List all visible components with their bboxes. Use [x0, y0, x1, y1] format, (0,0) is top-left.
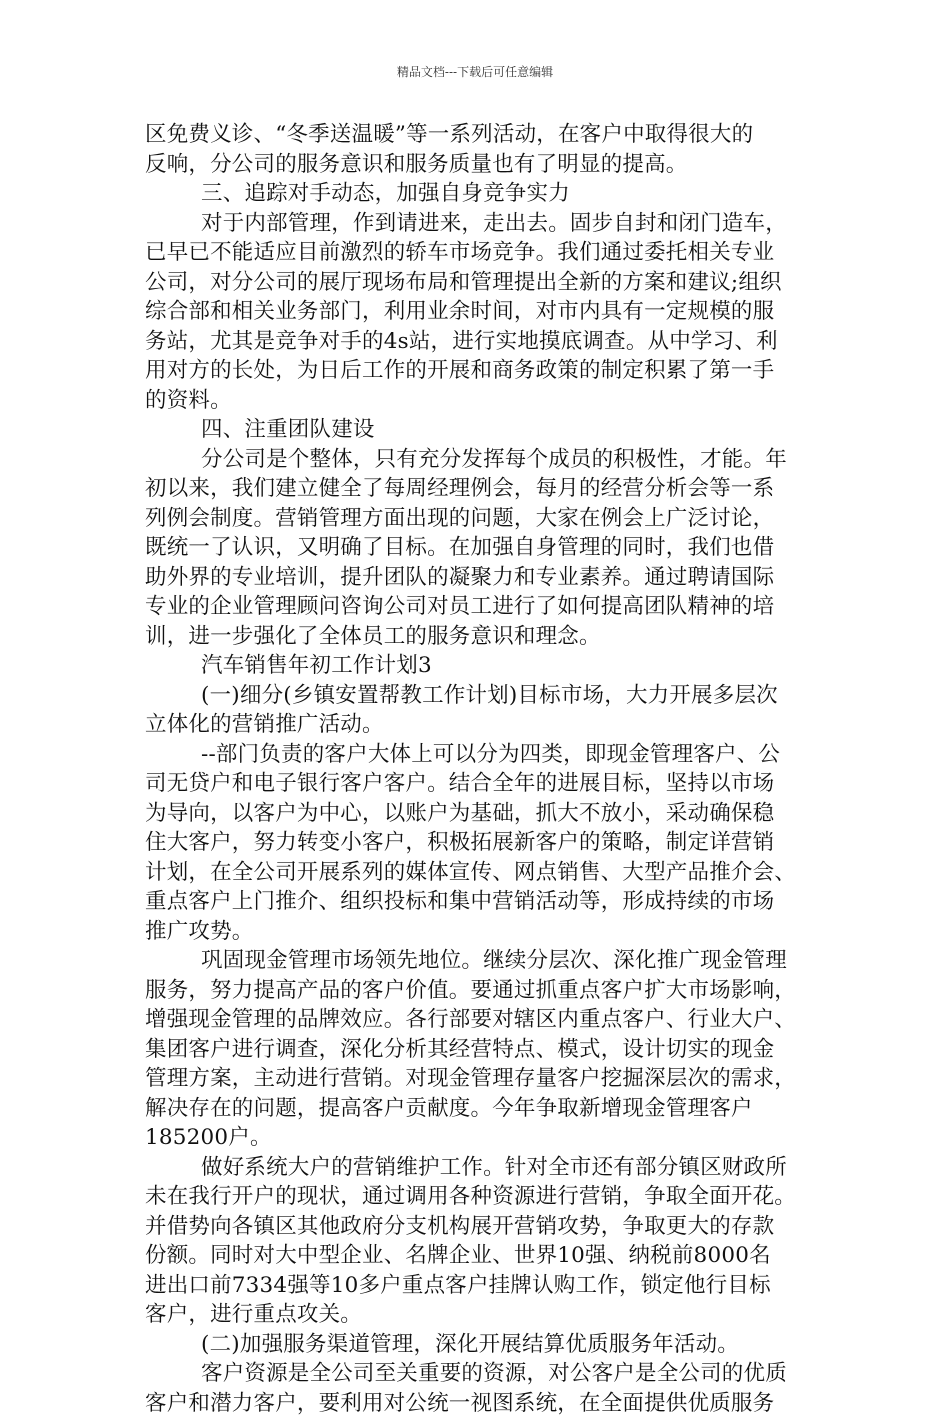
text-line: 综合部和相关业务部门，利用业余时间，对市内具有一定规模的服 — [145, 297, 810, 327]
text-line: 份额。同时对大中型企业、名牌企业、世界10强、纳税前8000名 — [145, 1241, 810, 1271]
text-line: 住大客户，努力转变小客户，积极拓展新客户的策略，制定详营销 — [145, 828, 810, 858]
document-body — [145, 120, 810, 1418]
text-line: 客户，进行重点攻关。 — [145, 1300, 810, 1330]
text-line: 公司，对分公司的展厅现场布局和管理提出全新的方案和建议;组织 — [145, 268, 810, 298]
text-line: 助外界的专业培训，提升团队的凝聚力和专业素养。通过聘请国际 — [145, 563, 810, 593]
text-line: 司无贷户和电子银行客户客户。结合全年的进展目标，坚持以市场 — [145, 769, 810, 799]
text-line: 的资料。 — [145, 386, 810, 416]
text-line: 既统一了认识，又明确了目标。在加强自身管理的同时，我们也借 — [145, 533, 810, 563]
text-line: 计划，在全公司开展系列的媒体宣传、网点销售、大型产品推介会、 — [145, 858, 810, 888]
text-line: 增强现金管理的品牌效应。各行部要对辖区内重点客户、行业大户、 — [145, 1005, 810, 1035]
text-line: 推广攻势。 — [145, 917, 810, 947]
text-line: 巩固现金管理市场领先地位。继续分层次、深化推广现金管理 — [145, 946, 810, 976]
text-line: 用对方的长处，为日后工作的开展和商务政策的制定积累了第一手 — [145, 356, 810, 386]
text-line: 做好系统大户的营销维护工作。针对全市还有部分镇区财政所 — [145, 1153, 810, 1183]
text-line: 对于内部管理，作到请进来，走出去。固步自封和闭门造车， — [145, 209, 810, 239]
text-line: 服务，努力提高产品的客户价值。要通过抓重点客户扩大市场影响， — [145, 976, 810, 1006]
text-line: 列例会制度。营销管理方面出现的问题，大家在例会上广泛讨论， — [145, 504, 810, 534]
text-line: 已早已不能适应目前激烈的轿车市场竞争。我们通过委托相关专业 — [145, 238, 810, 268]
text-line: 集团客户进行调查，深化分析其经营特点、模式，设计切实的现金 — [145, 1035, 810, 1065]
text-line: 训，进一步强化了全体员工的服务意识和理念。 — [145, 622, 810, 652]
text-line: 管理方案，主动进行营销。对现金管理存量客户挖掘深层次的需求， — [145, 1064, 810, 1094]
text-line: 解决存在的问题，提高客户贡献度。今年争取新增现金管理客户 — [145, 1094, 810, 1124]
text-line: 进出口前7334强等10多户重点客户挂牌认购工作，锁定他行目标 — [145, 1271, 810, 1301]
text-line: 并借势向各镇区其他政府分支机构展开营销攻势，争取更大的存款 — [145, 1212, 810, 1242]
text-line: (二)加强服务渠道管理，深化开展结算优质服务年活动。 — [145, 1330, 810, 1360]
text-line: 务站，尤其是竞争对手的4s站，进行实地摸底调查。从中学习、利 — [145, 327, 810, 357]
text-line: 客户和潜力客户，要利用对公统一视图系统，在全面提供优质服务 — [145, 1389, 810, 1418]
text-line: 四、注重团队建设 — [145, 415, 810, 445]
text-line: 汽车销售年初工作计划3 — [145, 651, 810, 681]
text-line: 客户资源是全公司至关重要的资源，对公客户是全公司的优质 — [145, 1359, 810, 1389]
text-line: 立体化的营销推广活动。 — [145, 710, 810, 740]
text-line: 为导向，以客户为中心，以账户为基础，抓大不放小，采动确保稳 — [145, 799, 810, 829]
text-line: 反响，分公司的服务意识和服务质量也有了明显的提高。 — [145, 150, 810, 180]
text-line: 三、追踪对手动态，加强自身竞争实力 — [145, 179, 810, 209]
text-line: 分公司是个整体，只有充分发挥每个成员的积极性，才能。年 — [145, 445, 810, 475]
page-header: 精品文档---下载后可任意编辑 — [0, 64, 950, 80]
text-line: 未在我行开户的现状，通过调用各种资源进行营销，争取全面开花。 — [145, 1182, 810, 1212]
text-line: 区免费义诊、“冬季送温暖”等一系列活动，在客户中取得很大的 — [145, 120, 810, 150]
text-line: 185200户。 — [145, 1123, 810, 1153]
text-line: (一)细分(乡镇安置帮教工作计划)目标市场，大力开展多层次 — [145, 681, 810, 711]
text-line: 专业的企业管理顾问咨询公司对员工进行了如何提高团队精神的培 — [145, 592, 810, 622]
text-line: --部门负责的客户大体上可以分为四类，即现金管理客户、公 — [145, 740, 810, 770]
text-line: 初以来，我们建立健全了每周经理例会，每月的经营分析会等一系 — [145, 474, 810, 504]
text-line: 重点客户上门推介、组织投标和集中营销活动等，形成持续的市场 — [145, 887, 810, 917]
